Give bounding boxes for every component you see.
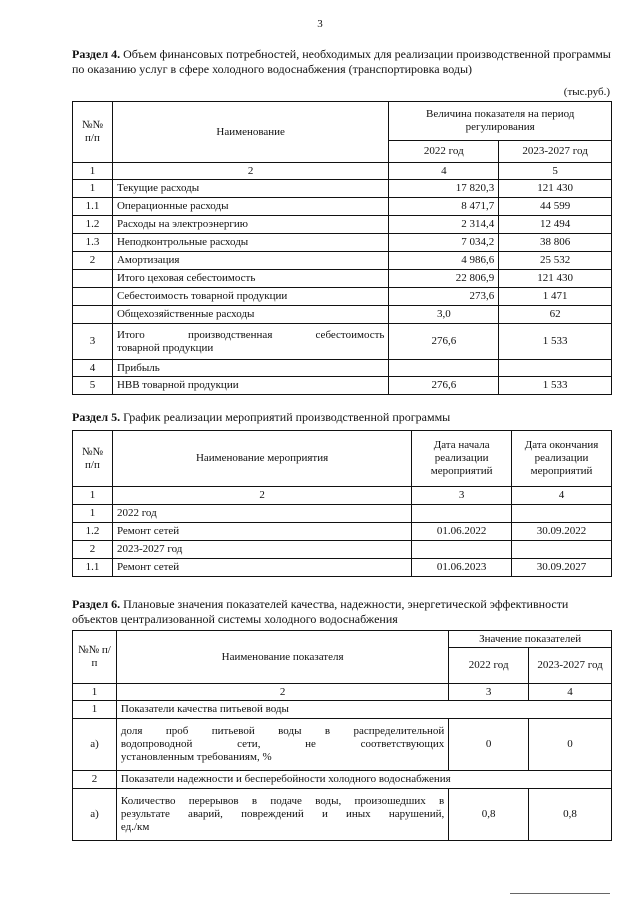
start-date: 01.06.2023: [412, 559, 512, 577]
indicator-line: Количество перерывов в подаче воды, произошедших в: [120, 795, 445, 807]
header-start-date: Дата начала реализации мероприятий: [412, 431, 512, 487]
row-name: НВВ товарной продукции: [112, 377, 388, 395]
row-name: Ремонт сетей: [112, 523, 411, 541]
group-name: Показатели качества питьевой воды: [116, 701, 611, 719]
table-row: [73, 523, 612, 541]
value-2022: 273,6: [389, 288, 499, 306]
value-2023-2027: 1 471: [499, 288, 612, 306]
column-index: 1: [73, 163, 113, 180]
table-row: [73, 360, 612, 377]
indicator-name: [116, 789, 448, 841]
schedule-table: [72, 430, 612, 577]
table-row: [73, 789, 612, 841]
value-2022: 8 471,7: [389, 198, 499, 216]
column-index-row: [73, 163, 612, 180]
column-index-row: [73, 487, 612, 505]
header-value: Значение показателей: [449, 631, 612, 648]
column-index: 3: [449, 684, 529, 701]
value-2022: 7 034,2: [389, 234, 499, 252]
value-2022: 2 314,4: [389, 216, 499, 234]
row-number: 1.3: [73, 234, 113, 252]
indicator-name: [116, 719, 448, 771]
indicator-line: ед./км: [120, 821, 150, 833]
table-row: [73, 198, 612, 216]
row-number: 2: [73, 252, 113, 270]
row-name: Себестоимость товарной продукции: [112, 288, 388, 306]
row-name: Амортизация: [112, 252, 388, 270]
row-number: 3: [73, 324, 113, 360]
group-row: [73, 701, 612, 719]
row-name: Итого цеховая себестоимость: [112, 270, 388, 288]
value-2022: 0,8: [449, 789, 529, 841]
row-number: 1.2: [73, 523, 113, 541]
row-number: 1: [73, 505, 113, 523]
row-number: а): [73, 789, 117, 841]
table-row: [73, 252, 612, 270]
units-label: (тыс.руб.): [563, 86, 610, 98]
signature-line: [510, 893, 610, 894]
value-2022: 17 820,3: [389, 180, 499, 198]
value-2022: 3,0: [389, 306, 499, 324]
row-number: 1.1: [73, 559, 113, 577]
row-number: 1.2: [73, 216, 113, 234]
column-index: 2: [112, 163, 388, 180]
value-2022: 276,6: [389, 377, 499, 395]
indicator-line: доля проб питьевой воды в распределительной: [120, 725, 445, 737]
value-2023-2027: 1 533: [499, 324, 612, 360]
value-2023-2027: 62: [499, 306, 612, 324]
row-number: а): [73, 719, 117, 771]
column-index: 1: [73, 684, 117, 701]
header-name: Наименование показателя: [116, 631, 448, 684]
row-name: 2022 год: [112, 505, 411, 523]
value-2023-2027: 1 533: [499, 377, 612, 395]
value-2023-2027: 121 430: [499, 270, 612, 288]
table-row: [73, 306, 612, 324]
end-date: [512, 505, 612, 523]
table-row: [73, 270, 612, 288]
end-date: 30.09.2027: [512, 559, 612, 577]
header-end-date: Дата окончания реализации мероприятий: [512, 431, 612, 487]
row-name: Ремонт сетей: [112, 559, 411, 577]
table-row: [73, 377, 612, 395]
row-number: 1: [73, 180, 113, 198]
header-year-2022: 2022 год: [449, 648, 529, 684]
value-2022: [389, 360, 499, 377]
end-date: 30.09.2022: [512, 523, 612, 541]
column-index: 5: [499, 163, 612, 180]
section-5-label: Раздел 5.: [72, 410, 121, 424]
value-2023-2027: 12 494: [499, 216, 612, 234]
table-row: [73, 505, 612, 523]
row-name: 2023-2027 год: [112, 541, 411, 559]
financial-needs-table: [72, 101, 612, 395]
row-number: 4: [73, 360, 113, 377]
header-number: №№ п/п: [73, 102, 113, 163]
section-5-title: График реализации мероприятий производственной программы: [120, 410, 451, 424]
start-date: 01.06.2022: [412, 523, 512, 541]
page-number: 3: [317, 18, 323, 30]
section-4-title: Объем финансовых потребностей, необходимых для реализации производственной программы по оказанию услуг в сфере холодного водоснабжения (транспортировка воды): [72, 47, 611, 76]
section-6-label: Раздел 6.: [72, 597, 121, 611]
indicator-line: результате аварий, повреждений и иных нарушений,: [120, 808, 445, 820]
table-row: [73, 234, 612, 252]
row-number: 2: [73, 541, 113, 559]
group-name: Показатели надежности и бесперебойности холодного водоснабжения: [116, 771, 611, 789]
table-row: [73, 559, 612, 577]
column-index: 3: [412, 487, 512, 505]
row-number: 1.1: [73, 198, 113, 216]
value-2023-2027: 0: [529, 719, 612, 771]
section-4-heading: [72, 47, 612, 77]
header-year-2023-2027: 2023-2027 год: [499, 141, 612, 163]
column-index: 4: [512, 487, 612, 505]
header-name: Наименование: [112, 102, 388, 163]
row-number: [73, 306, 113, 324]
value-2023-2027: [499, 360, 612, 377]
row-number: [73, 270, 113, 288]
row-name: Прибыль: [112, 360, 388, 377]
section-5-heading: [72, 410, 612, 425]
header-number: №№ п/п: [73, 631, 117, 684]
column-index: 4: [529, 684, 612, 701]
header-year-2023-2027: 2023-2027 год: [529, 648, 612, 684]
row-name: Операционные расходы: [112, 198, 388, 216]
row-number: 2: [73, 771, 117, 789]
group-row: [73, 771, 612, 789]
table-row: [73, 216, 612, 234]
value-2022: 4 986,6: [389, 252, 499, 270]
section-6-heading: [72, 597, 612, 627]
column-index: 4: [389, 163, 499, 180]
row-number: 5: [73, 377, 113, 395]
row-name: Текущие расходы: [112, 180, 388, 198]
row-name-line: Итого производственная себестоимость: [116, 328, 385, 341]
table-row: [73, 288, 612, 306]
indicator-line: установленным требованиям, %: [120, 751, 272, 763]
start-date: [412, 541, 512, 559]
row-name-line: товарной продукции: [116, 341, 214, 354]
value-2023-2027: 44 599: [499, 198, 612, 216]
header-number: №№ п/п: [73, 431, 113, 487]
table-row: [73, 180, 612, 198]
end-date: [512, 541, 612, 559]
value-2022: 0: [449, 719, 529, 771]
column-index-row: [73, 684, 612, 701]
row-name: Расходы на электроэнергию: [112, 216, 388, 234]
value-2022: 22 806,9: [389, 270, 499, 288]
indicator-line: водопроводной сети, не соответствующих: [120, 738, 445, 750]
table-row: [73, 324, 612, 360]
row-number: 1: [73, 701, 117, 719]
header-year-2022: 2022 год: [389, 141, 499, 163]
start-date: [412, 505, 512, 523]
header-value: Величина показателя на период регулирования: [389, 102, 612, 141]
section-4-label: Раздел 4.: [72, 47, 121, 61]
value-2023-2027: 25 532: [499, 252, 612, 270]
value-2022: 276,6: [389, 324, 499, 360]
header-name: Наименование мероприятия: [112, 431, 411, 487]
row-name: [112, 324, 388, 360]
table-row: [73, 541, 612, 559]
column-index: 2: [112, 487, 411, 505]
table-row: [73, 719, 612, 771]
column-index: 1: [73, 487, 113, 505]
value-2023-2027: 121 430: [499, 180, 612, 198]
indicators-table: [72, 630, 612, 841]
section-6-title: Плановые значения показателей качества, надежности, энергетической эффективности объектов централизованной системы холодного водоснабжения: [72, 597, 569, 626]
row-name: Неподконтрольные расходы: [112, 234, 388, 252]
value-2023-2027: 0,8: [529, 789, 612, 841]
value-2023-2027: 38 806: [499, 234, 612, 252]
row-number: [73, 288, 113, 306]
column-index: 2: [116, 684, 448, 701]
row-name: Общехозяйственные расходы: [112, 306, 388, 324]
